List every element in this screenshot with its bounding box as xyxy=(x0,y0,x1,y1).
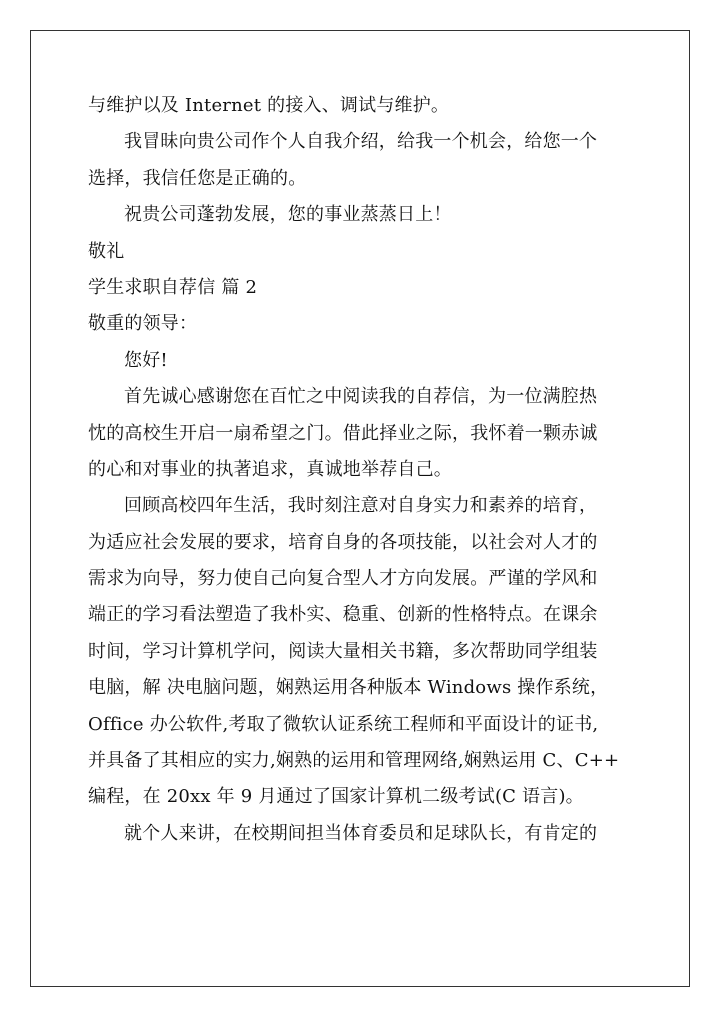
text-line: 的心和对事业的执著追求，真诚地举荐自己。 xyxy=(88,458,452,480)
text-line: 首先诚心感谢您在百忙之中阅读我的自荐信，为一位满腔热 xyxy=(124,386,598,408)
text-line: 祝贵公司蓬勃发展，您的事业蒸蒸日上！ xyxy=(124,204,452,226)
text-line: Office 办公软件,考取了微软认证系统工程师和平面设计的证书, xyxy=(88,713,599,735)
document-body xyxy=(88,88,636,852)
text-line: 为适应社会发展的要求，培育自身的各项技能，以社会对人才的 xyxy=(88,531,598,553)
text-line: 我冒昧向贵公司作个人自我介绍，给我一个机会，给您一个 xyxy=(124,131,598,153)
text-line: 选择，我信任您是正确的。 xyxy=(88,167,307,189)
text-line: 时间，学习计算机学问，阅读大量相关书籍，多次帮助同学组装 xyxy=(88,640,598,662)
text-line: 端正的学习看法塑造了我朴实、稳重、创新的性格特点。在课余 xyxy=(88,604,598,626)
greeting: 敬重的领导： xyxy=(88,313,198,335)
text-line: 忱的高校生开启一扇希望之门。借此择业之际，我怀着一颗赤诚 xyxy=(88,422,598,444)
text-line: 与维护以及 Internet 的接入、调试与维护。 xyxy=(88,95,450,116)
section-heading: 学生求职自荐信 篇 2 xyxy=(88,276,258,298)
text-line: 回顾高校四年生活，我时刻注意对自身实力和素养的培育， xyxy=(124,495,598,517)
text-line: 需求为向导，努力使自己向复合型人才方向发展。严谨的学风和 xyxy=(88,568,598,590)
text-line: 并具备了其相应的实力,娴熟的运用和管理网络,娴熟运用 C、C++ xyxy=(88,750,620,772)
closing-salutation: 敬礼 xyxy=(88,240,125,262)
text-line: 电脑，解 决电脑问题，娴熟运用各种版本 Windows 操作系统， xyxy=(88,677,609,699)
greeting-hello: 您好! xyxy=(124,349,168,371)
text-line: 编程，在 20xx 年 9 月通过了国家计算机二级考试(C 语言)。 xyxy=(88,786,584,808)
text-line: 就个人来讲，在校期间担当体育委员和足球队长，有肯定的 xyxy=(124,822,598,844)
